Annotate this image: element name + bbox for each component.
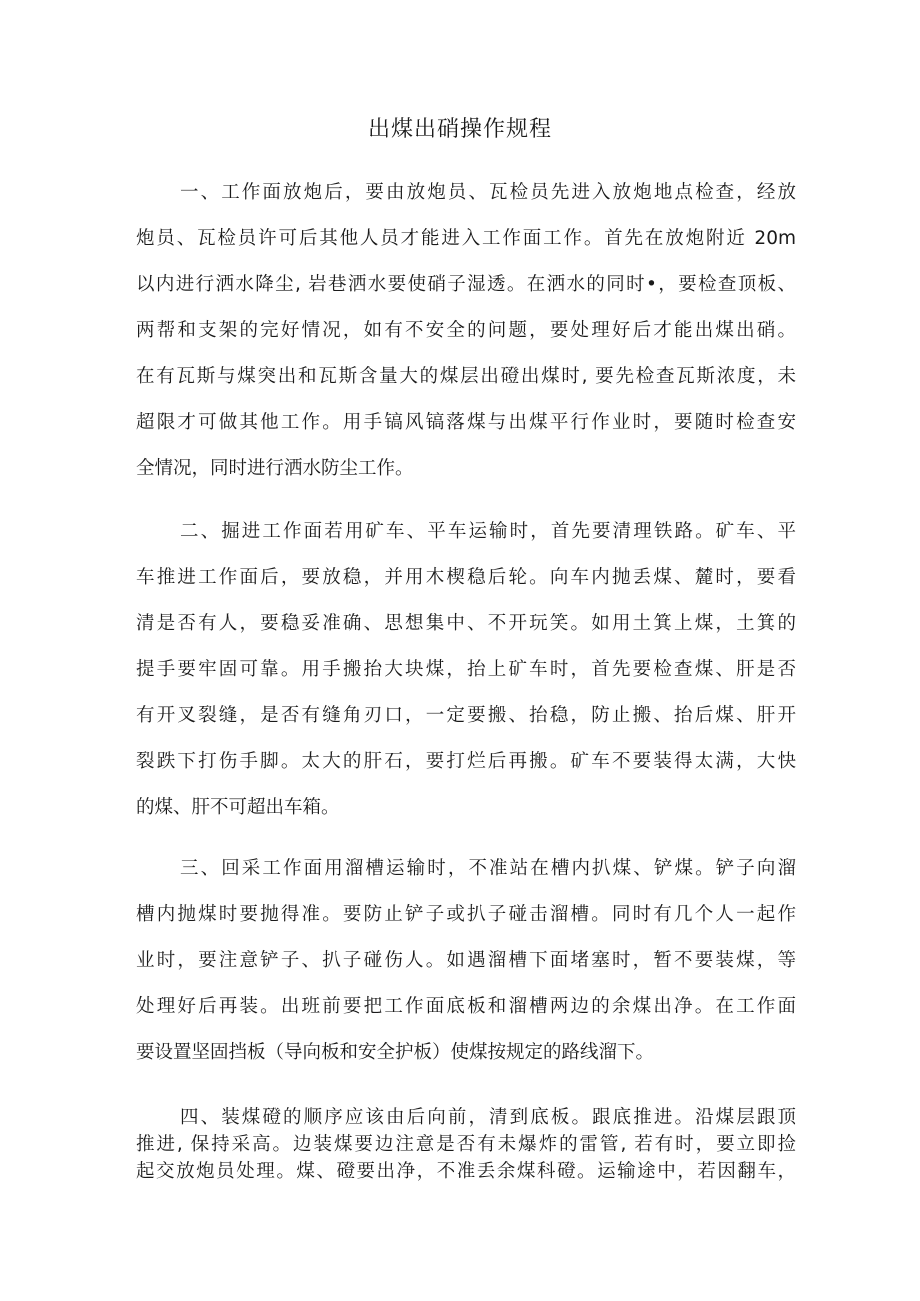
paragraph-4 [136,1104,796,1185]
text-line: 的煤、肝不可超出车箱。 [136,797,340,818]
text-line: 业时，要注意铲子、扒子碰伤人。如遇溜槽下面堵塞时，暂不要装煤，等 [136,950,796,971]
text-line: 超限才可做其他工作。用手镐风镐落煤与出煤平行作业时，要随时检查安 [136,412,796,433]
text-line: 处理好后再装。出班前要把工作面底板和溜槽两边的余煤出净。在工作面 [136,996,796,1017]
text-line: 三、回采工作面用溜槽运输时，不准站在槽内扒煤、铲煤。铲子向溜 [180,858,796,879]
text-line: 清是否有人，要稳妥准确、思想集中、不开玩笑。如用土箕上煤，土箕的 [136,613,796,634]
text-line: 一、工作面放炮后，要由放炮员、瓦检员先进入放炮地点检查，经放 [180,182,796,203]
text-line: 车推进工作面后，要放稳，并用木楔稳后轮。向车内抛丢煤、麓时，要看 [136,567,796,588]
text-line: 推进, 保持采高。边装煤要边注意是否有未爆炸的雷管, 若有时，要立即捡 [136,1134,796,1155]
text-line: 以内进行洒水降尘, 岩巷洒水要使硝子湿透。在洒水的同时•，要检查顶板、 [136,274,796,295]
text-line: 槽内抛煤时要抛得准。要防止铲子或扒子碰击溜槽。同时有几个人一起作 [136,904,796,925]
document-title: 出煤出硝操作规程 [367,117,552,142]
text-line: 二、掘进工作面若用矿车、平车运输时，首先要清理铁路。矿车、平 [180,521,796,542]
text-line: 全情况，同时进行洒水防尘工作。 [136,458,414,479]
paragraph-3 [136,846,796,1076]
text-line: 要设置坚固挡板（导向板和安全护板）使煤按规定的路线溜下。 [136,1042,655,1063]
text-line: 四、装煤磴的顺序应该由后向前，清到底板。跟底推进。沿煤层跟顶 [180,1107,796,1128]
text-line: 两帮和支架的完好情况，如有不安全的问题，要处理好后才能出煤出硝。 [136,320,796,341]
text-line: 起交放炮员处理。煤、磴要出净，不准丢余煤科磴。运输途中，若因翻车， [136,1161,796,1182]
paragraph-2 [136,509,796,831]
text-line: 有开叉裂缝，是否有缝角刃口，一定要搬、抬稳，防止搬、抬后煤、肝开 [136,705,796,726]
text-line: 在有瓦斯与煤突出和瓦斯含量大的煤层出磴出煤时, 要先检查瓦斯浓度，未 [136,366,796,387]
text-line: 炮员、瓦检员许可后其他人员才能进入工作面工作。首先在放炮附近 20m [136,228,796,249]
text-line: 裂跌下打伤手脚。太大的肝石，要打烂后再搬。矿车不要装得太满，大快 [136,751,796,772]
paragraph-1 [136,170,796,492]
text-line: 提手要牢固可靠。用手搬抬大块煤，抬上矿车时，首先要检查煤、肝是否 [136,659,796,680]
